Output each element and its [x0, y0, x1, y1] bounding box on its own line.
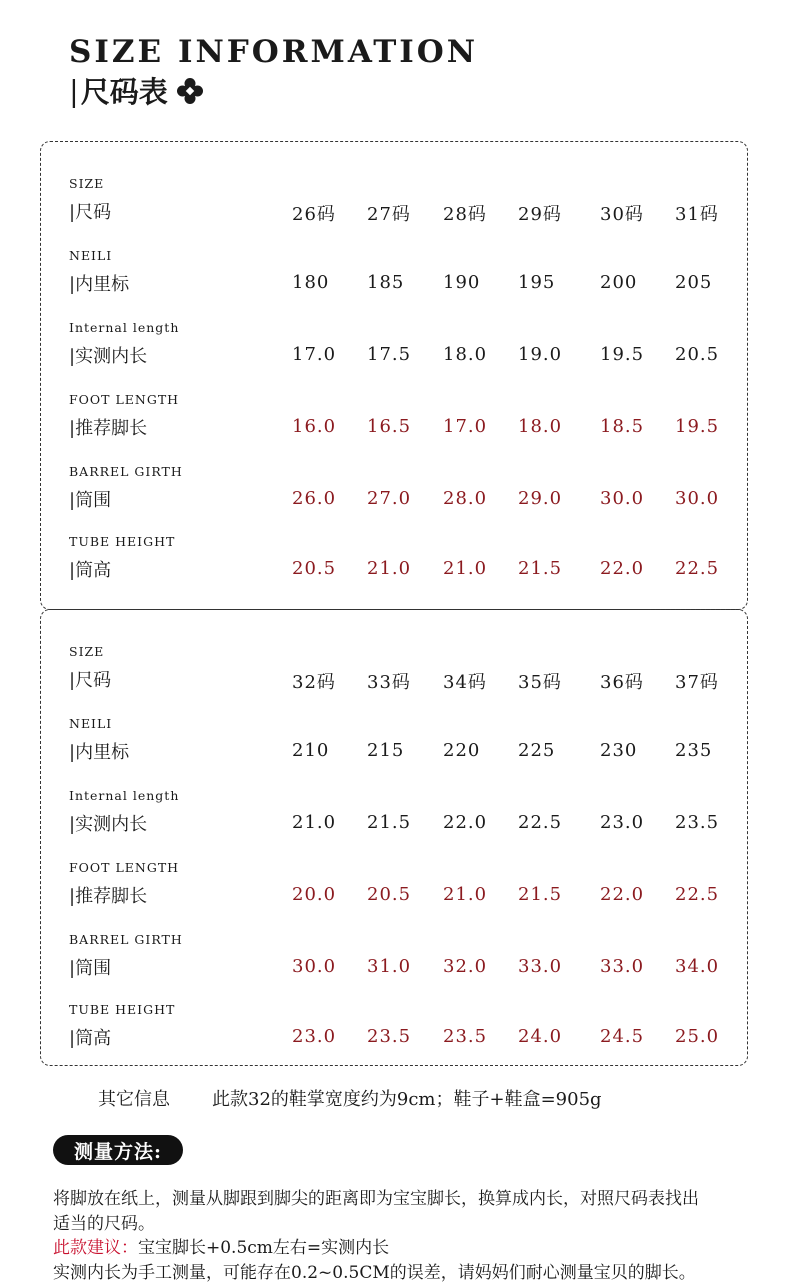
- row-label-en: Internal length: [69, 320, 180, 335]
- table-cell: 18.0: [518, 416, 563, 437]
- table-cell: 22.5: [675, 884, 720, 905]
- table-row: [41, 392, 747, 452]
- table-cell: 20.5: [292, 558, 337, 579]
- table-cell: 21.5: [518, 884, 563, 905]
- table-cell: 17.0: [443, 416, 488, 437]
- table-row: [41, 176, 747, 236]
- table-cell: 31.0: [367, 956, 412, 977]
- row-label-cn: |筒围: [69, 490, 112, 511]
- table-cell: 19.5: [600, 344, 645, 365]
- row-label-en: SIZE: [69, 176, 105, 191]
- row-label-en: TUBE HEIGHT: [69, 534, 176, 549]
- row-label-en: SIZE: [69, 644, 105, 659]
- table-cell: 23.5: [367, 1026, 412, 1047]
- table-cell: 36码: [600, 672, 644, 693]
- row-label-en: TUBE HEIGHT: [69, 1002, 176, 1017]
- title-bar: |: [69, 73, 79, 108]
- table-cell: 19.5: [675, 416, 720, 437]
- table-cell: 24.0: [518, 1026, 563, 1047]
- table-cell: 230: [600, 740, 638, 761]
- table-cell: 21.0: [443, 558, 488, 579]
- row-label-cn: |尺码: [69, 670, 112, 691]
- table-cell: 32码: [292, 672, 336, 693]
- table-row: [41, 1002, 747, 1062]
- table-cell: 34码: [443, 672, 487, 693]
- measure-method-badge: 测量方法:: [53, 1135, 183, 1165]
- table-cell: 23.0: [600, 812, 645, 833]
- table-cell: 22.5: [675, 558, 720, 579]
- table-cell: 17.0: [292, 344, 337, 365]
- row-label-en: FOOT LENGTH: [69, 392, 180, 407]
- table-cell: 28码: [443, 204, 487, 225]
- table-row: [41, 788, 747, 848]
- other-info-label: 其它信息: [98, 1089, 170, 1110]
- suggestion-text: 宝宝脚长+0.5cm左右=实测内长: [138, 1238, 390, 1258]
- table-cell: 25.0: [675, 1026, 720, 1047]
- row-label-cn: |内里标: [69, 274, 130, 295]
- table-cell: 29.0: [518, 488, 563, 509]
- page-title-cn: [69, 70, 204, 111]
- row-label-en: BARREL GIRTH: [69, 932, 183, 947]
- table-cell: 21.0: [292, 812, 337, 833]
- table-cell: 190: [443, 272, 481, 293]
- table-cell: 22.0: [443, 812, 488, 833]
- table-cell: 21.0: [443, 884, 488, 905]
- table-cell: 16.5: [367, 416, 412, 437]
- table-cell: 19.0: [518, 344, 563, 365]
- size-table-2: [40, 609, 748, 1066]
- suggestion-label: 此款建议：: [53, 1238, 138, 1258]
- measure-suggestion: [53, 1236, 389, 1260]
- measure-instruction-line1: 将脚放在纸上，测量从脚跟到脚尖的距离即为宝宝脚长，换算成内长，对照尺码表找出: [53, 1189, 699, 1209]
- row-label-en: NEILI: [69, 716, 113, 731]
- table-cell: 33.0: [600, 956, 645, 977]
- page-title-en: SIZE INFORMATION: [69, 34, 479, 70]
- table-cell: 24.5: [600, 1026, 645, 1047]
- row-label-en: Internal length: [69, 788, 180, 803]
- table-cell: 23.5: [675, 812, 720, 833]
- table-cell: 180: [292, 272, 330, 293]
- table-row: [41, 716, 747, 776]
- other-info-text: 此款32的鞋掌宽度约为9cm；鞋子+鞋盒=905g: [212, 1089, 602, 1110]
- row-label-cn: |实测内长: [69, 814, 148, 835]
- table-cell: 220: [443, 740, 481, 761]
- table-row: [41, 464, 747, 524]
- table-cell: 225: [518, 740, 556, 761]
- title-cn-text: 尺码表: [80, 75, 168, 109]
- table-cell: 195: [518, 272, 556, 293]
- table-cell: 205: [675, 272, 713, 293]
- table-cell: 35码: [518, 672, 562, 693]
- table-cell: 34.0: [675, 956, 720, 977]
- row-label-en: NEILI: [69, 248, 113, 263]
- size-table-1: [40, 141, 748, 610]
- table-cell: 22.0: [600, 558, 645, 579]
- table-cell: 200: [600, 272, 638, 293]
- table-cell: 30码: [600, 204, 644, 225]
- table-cell: 26码: [292, 204, 336, 225]
- table-cell: 32.0: [443, 956, 488, 977]
- row-label-cn: |筒围: [69, 958, 112, 979]
- table-cell: 31码: [675, 204, 719, 225]
- table-cell: 20.5: [675, 344, 720, 365]
- table-row: [41, 644, 747, 704]
- table-row: [41, 860, 747, 920]
- table-cell: 215: [367, 740, 405, 761]
- other-info: [98, 1085, 602, 1111]
- table-cell: 28.0: [443, 488, 488, 509]
- table-cell: 17.5: [367, 344, 412, 365]
- four-petal-flower-icon: [176, 77, 204, 105]
- row-label-cn: |推荐脚长: [69, 418, 148, 439]
- measure-instruction-line2: 适当的尺码。: [53, 1214, 155, 1234]
- table-cell: 21.5: [367, 812, 412, 833]
- table-cell: 22.0: [600, 884, 645, 905]
- table-cell: 27.0: [367, 488, 412, 509]
- table-cell: 37码: [675, 672, 719, 693]
- row-label-cn: |内里标: [69, 742, 130, 763]
- table-cell: 185: [367, 272, 405, 293]
- table-cell: 30.0: [292, 956, 337, 977]
- table-cell: 18.5: [600, 416, 645, 437]
- row-label-cn: |推荐脚长: [69, 886, 148, 907]
- table-cell: 30.0: [600, 488, 645, 509]
- table-cell: 20.0: [292, 884, 337, 905]
- table-cell: 33码: [367, 672, 411, 693]
- table-row: [41, 534, 747, 594]
- measure-error-note: 实测内长为手工测量，可能存在0.2~0.5CM的误差，请妈妈们耐心测量宝贝的脚长。: [53, 1263, 696, 1283]
- table-cell: 235: [675, 740, 713, 761]
- table-cell: 21.5: [518, 558, 563, 579]
- row-label-cn: |筒高: [69, 1028, 112, 1049]
- row-label-cn: |筒高: [69, 560, 112, 581]
- table-cell: 30.0: [675, 488, 720, 509]
- row-label-cn: |尺码: [69, 202, 112, 223]
- table-cell: 16.0: [292, 416, 337, 437]
- table-row: [41, 320, 747, 380]
- table-cell: 23.5: [443, 1026, 488, 1047]
- table-row: [41, 932, 747, 992]
- table-cell: 22.5: [518, 812, 563, 833]
- row-label-en: BARREL GIRTH: [69, 464, 183, 479]
- table-row: [41, 248, 747, 308]
- table-cell: 18.0: [443, 344, 488, 365]
- table-cell: 27码: [367, 204, 411, 225]
- table-cell: 33.0: [518, 956, 563, 977]
- table-cell: 20.5: [367, 884, 412, 905]
- row-label-cn: |实测内长: [69, 346, 148, 367]
- table-cell: 26.0: [292, 488, 337, 509]
- table-cell: 23.0: [292, 1026, 337, 1047]
- table-cell: 29码: [518, 204, 562, 225]
- row-label-en: FOOT LENGTH: [69, 860, 180, 875]
- table-cell: 210: [292, 740, 330, 761]
- table-cell: 21.0: [367, 558, 412, 579]
